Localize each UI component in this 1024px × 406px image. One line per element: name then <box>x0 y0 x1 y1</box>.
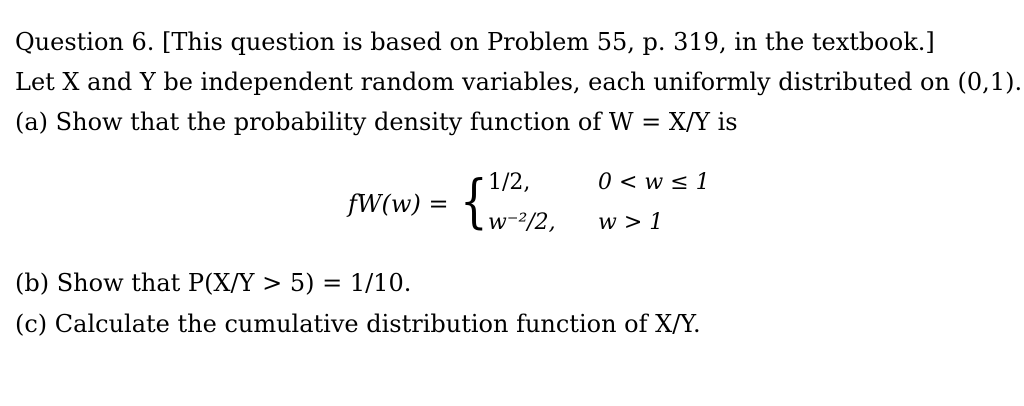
part-c-text: (c) Calculate the cumulative distribution function of X/Y. <box>15 310 701 338</box>
question-heading: Question 6. [This question is based on Problem 55, p. 319, in the textbook.] <box>15 28 935 56</box>
case-1-condition: 0 < w ≤ 1 <box>598 170 710 195</box>
case-1-value: 1/2, <box>488 170 531 195</box>
problem-statement: Let X and Y be independent random variables, each uniformly distributed on (0,1). <box>15 68 1023 96</box>
case-2-value: w⁻²/2, <box>488 210 556 235</box>
part-a-text: (a) Show that the probability density function of W = X/Y is <box>15 108 738 136</box>
case-2-condition: w > 1 <box>598 210 664 235</box>
part-b-text: (b) Show that P(X/Y > 5) = 1/10. <box>15 269 412 297</box>
pdf-formula <box>348 165 748 245</box>
formula-brace: { <box>460 167 488 235</box>
formula-lhs: fW(w) = <box>348 190 449 218</box>
